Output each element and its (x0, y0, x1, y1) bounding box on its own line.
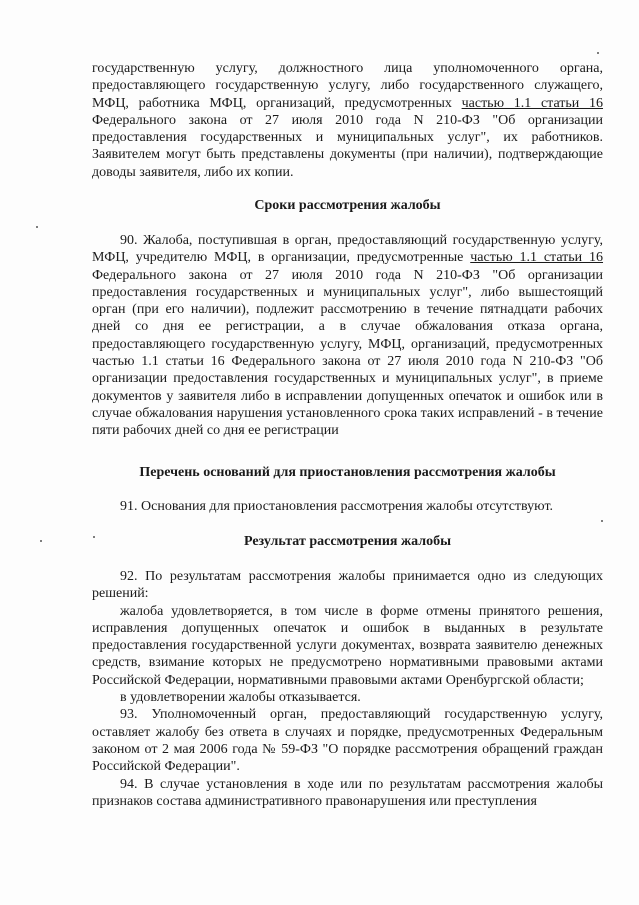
scan-speck (601, 520, 603, 522)
scan-speck (93, 536, 95, 538)
paragraph-text: Федерального закона от 27 июля 2010 года N 210-ФЗ "Об организации предоставления государственных и муниципальных услуг", их работников. Заявителем могут быть представлены документы (при наличии), подтверждающие доводы заявителя, либо их копии. (92, 112, 603, 180)
paragraph-91 (92, 498, 603, 515)
paragraph-92-to-94 (92, 568, 603, 810)
scan-speck (40, 540, 42, 542)
paragraph-text: государственную услугу, должностного лица уполномоченного органа, предоставляющего государственную услугу, либо государственного служащего, МФЦ, работника МФЦ, организаций, предусмотренных (92, 61, 603, 111)
law-reference-link[interactable]: частью 1.1 статьи 16 (461, 95, 604, 111)
paragraph-90 (92, 232, 603, 440)
scan-speck (36, 226, 38, 228)
paragraph-92-intro: 92. По результатам рассмотрения жалобы принимается одно из следующих решений: (92, 569, 603, 602)
section-heading-suspension-grounds: Перечень оснований для приостановления рассмотрения жалобы (139, 465, 556, 480)
law-reference-link[interactable]: частью 1.1 статьи 16 (470, 250, 604, 266)
paragraph-continuation (92, 60, 603, 181)
scan-speck (597, 52, 599, 54)
paragraph-94: 94. В случае установления в ходе или по результатам рассмотрения жалобы признаков состава административного правонарушения или преступления (92, 776, 603, 809)
section-heading-review-result: Результат рассмотрения жалобы (243, 534, 452, 549)
paragraph-text: 90. Жалоба, поступившая в орган, предоставляющий государственную услугу, МФЦ, учредителю МФЦ, в организации, предусмотренные (92, 233, 603, 266)
paragraph-93: 93. Уполномоченный орган, предоставляющий государственную услугу, оставляет жалобу без ответа в случаях и порядке, предусмотренных Федеральным законом от 2 мая 2006 года № 59-ФЗ "О порядке рассмотрения обращений граждан Российской Федерации". (92, 707, 603, 775)
paragraph-text: 91. Основания для приостановления рассмотрения жалобы отсутствуют. (120, 499, 554, 514)
decision-option-1: жалоба удовлетворяется, в том числе в форме отмены принятого решения, исправления допущенных опечаток и ошибок в выданных в результате предоставления государственной услуги документах, возврата заявителю денежных средств, взимание которых не предусмотрено нормативными правовыми актами Российской Федерации, нормативными правовыми актами Оренбургской области; (92, 603, 603, 688)
decision-option-2: в удовлетворении жалобы отказывается. (120, 690, 361, 706)
section-heading-review-terms: Сроки рассмотрения жалобы (254, 198, 441, 213)
paragraph-text: Федерального закона от 27 июля 2010 года N 210-ФЗ "Об организации предоставления государственных и муниципальных услуг", либо вышестоящий орган (при его наличии), подлежит рассмотрению в течение пятнадцати рабочих дней со дня ее регистрации, а в случае обжалования отказа органа, предоставляющего государственную услугу, МФЦ, организаций, предусмотренных частью 1.1 статьи 16 Федерального закона от 27 июля 2010 года N 210-ФЗ "Об организации предоставления государственных и муниципальных услуг", в приеме документов у заявителя либо в исправлении допущенных опечаток и ошибок или в случае обжалования нарушения установленного срока таких исправлений - в течение пяти рабочих дней со дня ее регистрации (92, 267, 603, 439)
